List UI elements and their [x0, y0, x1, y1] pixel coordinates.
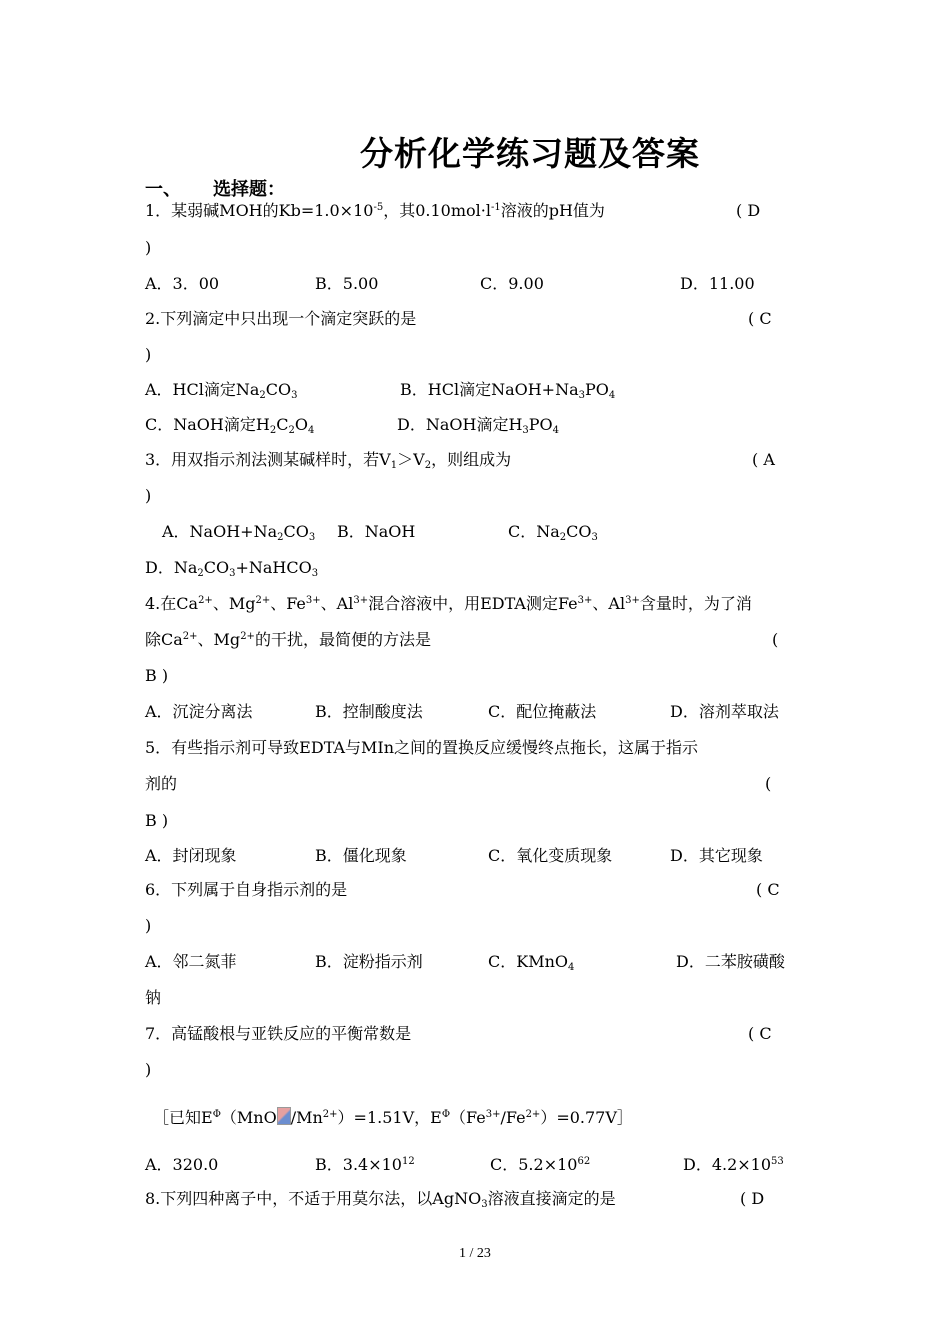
- q1-option-a: A．3．00: [145, 274, 220, 293]
- q5-option-c: C．氧化变质现象: [488, 846, 613, 865]
- question-3-close: ): [145, 486, 152, 505]
- question-7-answer: ( C: [748, 1024, 772, 1043]
- question-5-line-2: 剂的: [145, 774, 178, 793]
- question-7-close: ): [145, 1060, 152, 1079]
- q2-option-a: A．HCl滴定$Na_2CO_3$: [145, 380, 298, 401]
- q7-option-c: C．$5.2\times 10^{62}$: [490, 1155, 591, 1174]
- question-1-close: ): [145, 238, 152, 257]
- q4-option-c: C．配位掩蔽法: [488, 702, 597, 721]
- question-4-line-1: 4.在$Ca^{2+}$、$Mg^{2+}$、$Fe^{3+}$、$Al^{3+}$混合溶液中，用EDTA测定$Fe^{3+}$、$Al^{3+}$含量时，为了消: [145, 594, 752, 613]
- question-3: 3．用双指示剂法测某碱样时，若$V_1>V_2$，则组成为: [145, 450, 512, 471]
- question-4-open: (: [772, 630, 779, 649]
- question-7-given: ［已知$E^\Phi(MnO$ $/Mn^{2+})=1.51V$，$E^\Phi(Fe^{3+}/Fe^{2+})=0.77V]$: [153, 1108, 633, 1127]
- q7-option-b: B．$3.4\times 10^{12}$: [315, 1155, 415, 1174]
- q4-option-a: A．沉淀分离法: [145, 702, 253, 721]
- question-7: 7．高锰酸根与亚铁反应的平衡常数是: [145, 1024, 412, 1043]
- q3-option-d: D．$Na_2CO_3+NaHCO_3$: [145, 558, 319, 579]
- question-8: 8.下列四种离子中，不适于用莫尔法，以AgNO$_3$溶液直接滴定的是: [145, 1189, 616, 1210]
- q6-option-d-continued: 钠: [145, 988, 162, 1007]
- q5-option-b: B．僵化现象: [315, 846, 407, 865]
- question-2-close: ): [145, 345, 152, 364]
- q4-option-b: B．控制酸度法: [315, 702, 423, 721]
- section-heading: [145, 175, 285, 201]
- question-6-close: ): [145, 916, 152, 935]
- q7-option-a: A．320.0: [145, 1155, 219, 1174]
- question-4-answer: B ): [145, 666, 169, 685]
- q1-option-d: D．11.00: [680, 274, 755, 293]
- q6-option-d: D．二苯胺磺酸: [676, 952, 785, 971]
- question-5-line-1: 5．有些指示剂可导致EDTA与MIn之间的置换反应缓慢终点拖长，这属于指示: [145, 738, 699, 757]
- section-number: 一、: [145, 179, 181, 200]
- question-2: 2.下列滴定中只出现一个滴定突跃的是: [145, 309, 417, 328]
- question-5-open: (: [765, 774, 772, 793]
- question-1-answer: ( D: [736, 201, 761, 220]
- page-title: 分析化学练习题及答案: [360, 134, 700, 173]
- embedded-formula-icon: [277, 1107, 291, 1125]
- q2-option-c: C．NaOH滴定$H_2C_2O_4$: [145, 415, 315, 436]
- q6-option-a: A．邻二氮菲: [145, 952, 237, 971]
- question-3-answer: ( A: [752, 450, 775, 469]
- question-2-answer: ( C: [748, 309, 772, 328]
- q3-option-a: A．$NaOH+Na_2CO_3$: [162, 522, 316, 543]
- q6-option-b: B．淀粉指示剂: [315, 952, 423, 971]
- question-6: 6．下列属于自身指示剂的是: [145, 880, 348, 899]
- q5-option-d: D．其它现象: [670, 846, 763, 865]
- question-4-line-2: 除$Ca^{2+}$、$Mg^{2+}$的干扰，最简便的方法是: [145, 630, 431, 649]
- question-8-answer: ( D: [740, 1189, 765, 1208]
- q4-option-d: D．溶剂萃取法: [670, 702, 779, 721]
- q1-option-c: C．9.00: [480, 274, 544, 293]
- q6-option-c: C．KMnO$_4$: [488, 952, 575, 973]
- page-number: 1 / 23: [459, 1246, 491, 1261]
- q5-option-a: A．封闭现象: [145, 846, 237, 865]
- question-1: 1．某弱碱MOH的$Kb=1.0\times 10^{-5}$，其$0.10mol\cdot l^{-1}$溶液的pH值为: [145, 201, 605, 220]
- section-label: 选择题：: [213, 179, 285, 200]
- question-5-answer: B ): [145, 811, 169, 830]
- q2-option-d: D．NaOH滴定$H_3PO_4$: [397, 415, 560, 436]
- q7-option-d: D．$4.2\times 10^{53}$: [683, 1155, 784, 1174]
- question-6-answer: ( C: [756, 880, 780, 899]
- q2-option-b: B．HCl滴定$NaOH+Na_3PO_4$: [400, 380, 616, 401]
- q1-option-b: B．5.00: [315, 274, 379, 293]
- q3-option-b: B．NaOH: [337, 522, 416, 541]
- q3-option-c: C．$Na_2CO_3$: [508, 522, 598, 543]
